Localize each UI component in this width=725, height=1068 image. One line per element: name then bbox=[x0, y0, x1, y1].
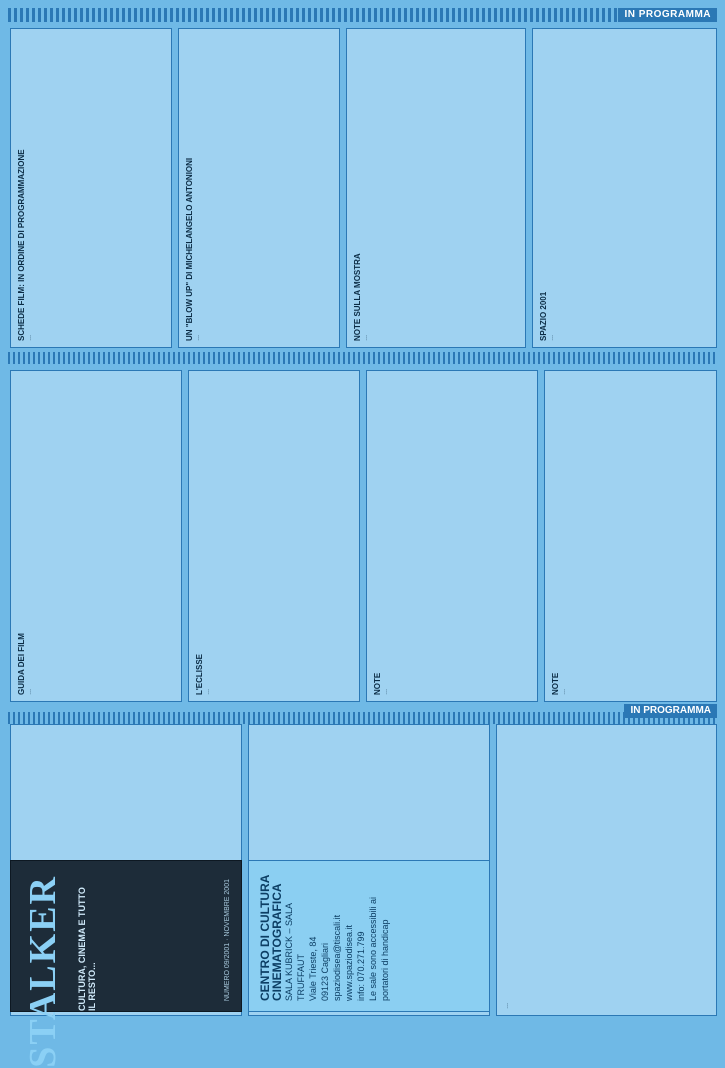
cinema-accessibility: Le sale sono accessibili ai portatori di handicap bbox=[368, 896, 390, 1001]
column-5-text bbox=[11, 371, 40, 701]
stalker-issue: NUMERO 09/2001 · NOVEMBRE 2001 bbox=[224, 878, 231, 1001]
column-7 bbox=[366, 370, 538, 702]
cinema-city: 09123 Cagliari bbox=[320, 942, 330, 1001]
top-pattern-band bbox=[8, 8, 717, 22]
column-3 bbox=[346, 28, 526, 348]
column-4-text bbox=[533, 29, 562, 347]
column-8-text bbox=[545, 371, 574, 701]
cinema-website: www.spaziodisea.it bbox=[344, 924, 354, 1001]
column-7-body: … bbox=[382, 688, 389, 695]
cinema-name-line1: CENTRO DI CULTURA bbox=[258, 874, 272, 1001]
column-8 bbox=[544, 370, 717, 702]
column-2-body: … bbox=[194, 334, 201, 341]
column-5-title: GUIDA DEI FILM bbox=[17, 633, 26, 695]
middle-pattern-band-1 bbox=[8, 352, 717, 364]
column-2-text bbox=[179, 29, 208, 347]
column-6-title: L'ECLISSE bbox=[195, 653, 204, 695]
column-6-body: … bbox=[204, 688, 211, 695]
column-3-text bbox=[347, 29, 376, 347]
section-tag-2: IN PROGRAMMA bbox=[624, 704, 717, 718]
column-4-title: SPAZIO 2001 bbox=[539, 291, 548, 341]
column-3-body: … bbox=[362, 334, 369, 341]
column-11-text bbox=[497, 725, 517, 1015]
column-7-title: NOTE bbox=[373, 672, 382, 695]
column-5 bbox=[10, 370, 182, 702]
cinema-phone: info: 070.271.799 bbox=[356, 931, 366, 1001]
cinema-address: Viale Trieste, 84 bbox=[308, 936, 318, 1001]
column-1-body: … bbox=[26, 334, 33, 341]
cinema-rooms: SALA KUBRICK – SALA TRUFFAUT bbox=[284, 903, 306, 1001]
stalker-tagline: CULTURA, CINEMA E TUTTO IL RESTO... bbox=[77, 887, 97, 1011]
stalker-poster bbox=[10, 860, 242, 1068]
column-6 bbox=[188, 370, 360, 702]
middle-pattern-band-2 bbox=[8, 712, 717, 724]
column-4 bbox=[532, 28, 717, 348]
column-2-title: UN "BLOW UP" DI MICHELANGELO ANTONIONI bbox=[185, 157, 194, 341]
column-11-body: … bbox=[503, 1002, 510, 1009]
cinema-info-text bbox=[259, 871, 479, 1001]
column-4-body: … bbox=[548, 334, 555, 341]
column-5-body: … bbox=[26, 688, 33, 695]
column-1-text bbox=[11, 29, 40, 347]
column-3-title: NOTE SULLA MOSTRA bbox=[353, 253, 362, 341]
cinema-name-line2: CINEMATOGRAFICA bbox=[270, 883, 284, 1001]
section-tag: IN PROGRAMMA bbox=[618, 8, 717, 22]
stalker-logo: STALKER bbox=[22, 875, 64, 1068]
column-8-body: … bbox=[560, 688, 567, 695]
column-8-title: NOTE bbox=[551, 672, 560, 695]
column-2 bbox=[178, 28, 340, 348]
column-1-title: SCHEDE FILM: IN ORDINE DI PROGRAMMAZIONE bbox=[17, 149, 26, 341]
column-7-text bbox=[367, 371, 396, 701]
column-6-text bbox=[189, 371, 218, 701]
column-1 bbox=[10, 28, 172, 348]
cinema-email: spaziodisea@tiscali.it bbox=[332, 914, 342, 1001]
cinema-info-box bbox=[248, 860, 490, 1012]
column-11 bbox=[496, 724, 717, 1016]
